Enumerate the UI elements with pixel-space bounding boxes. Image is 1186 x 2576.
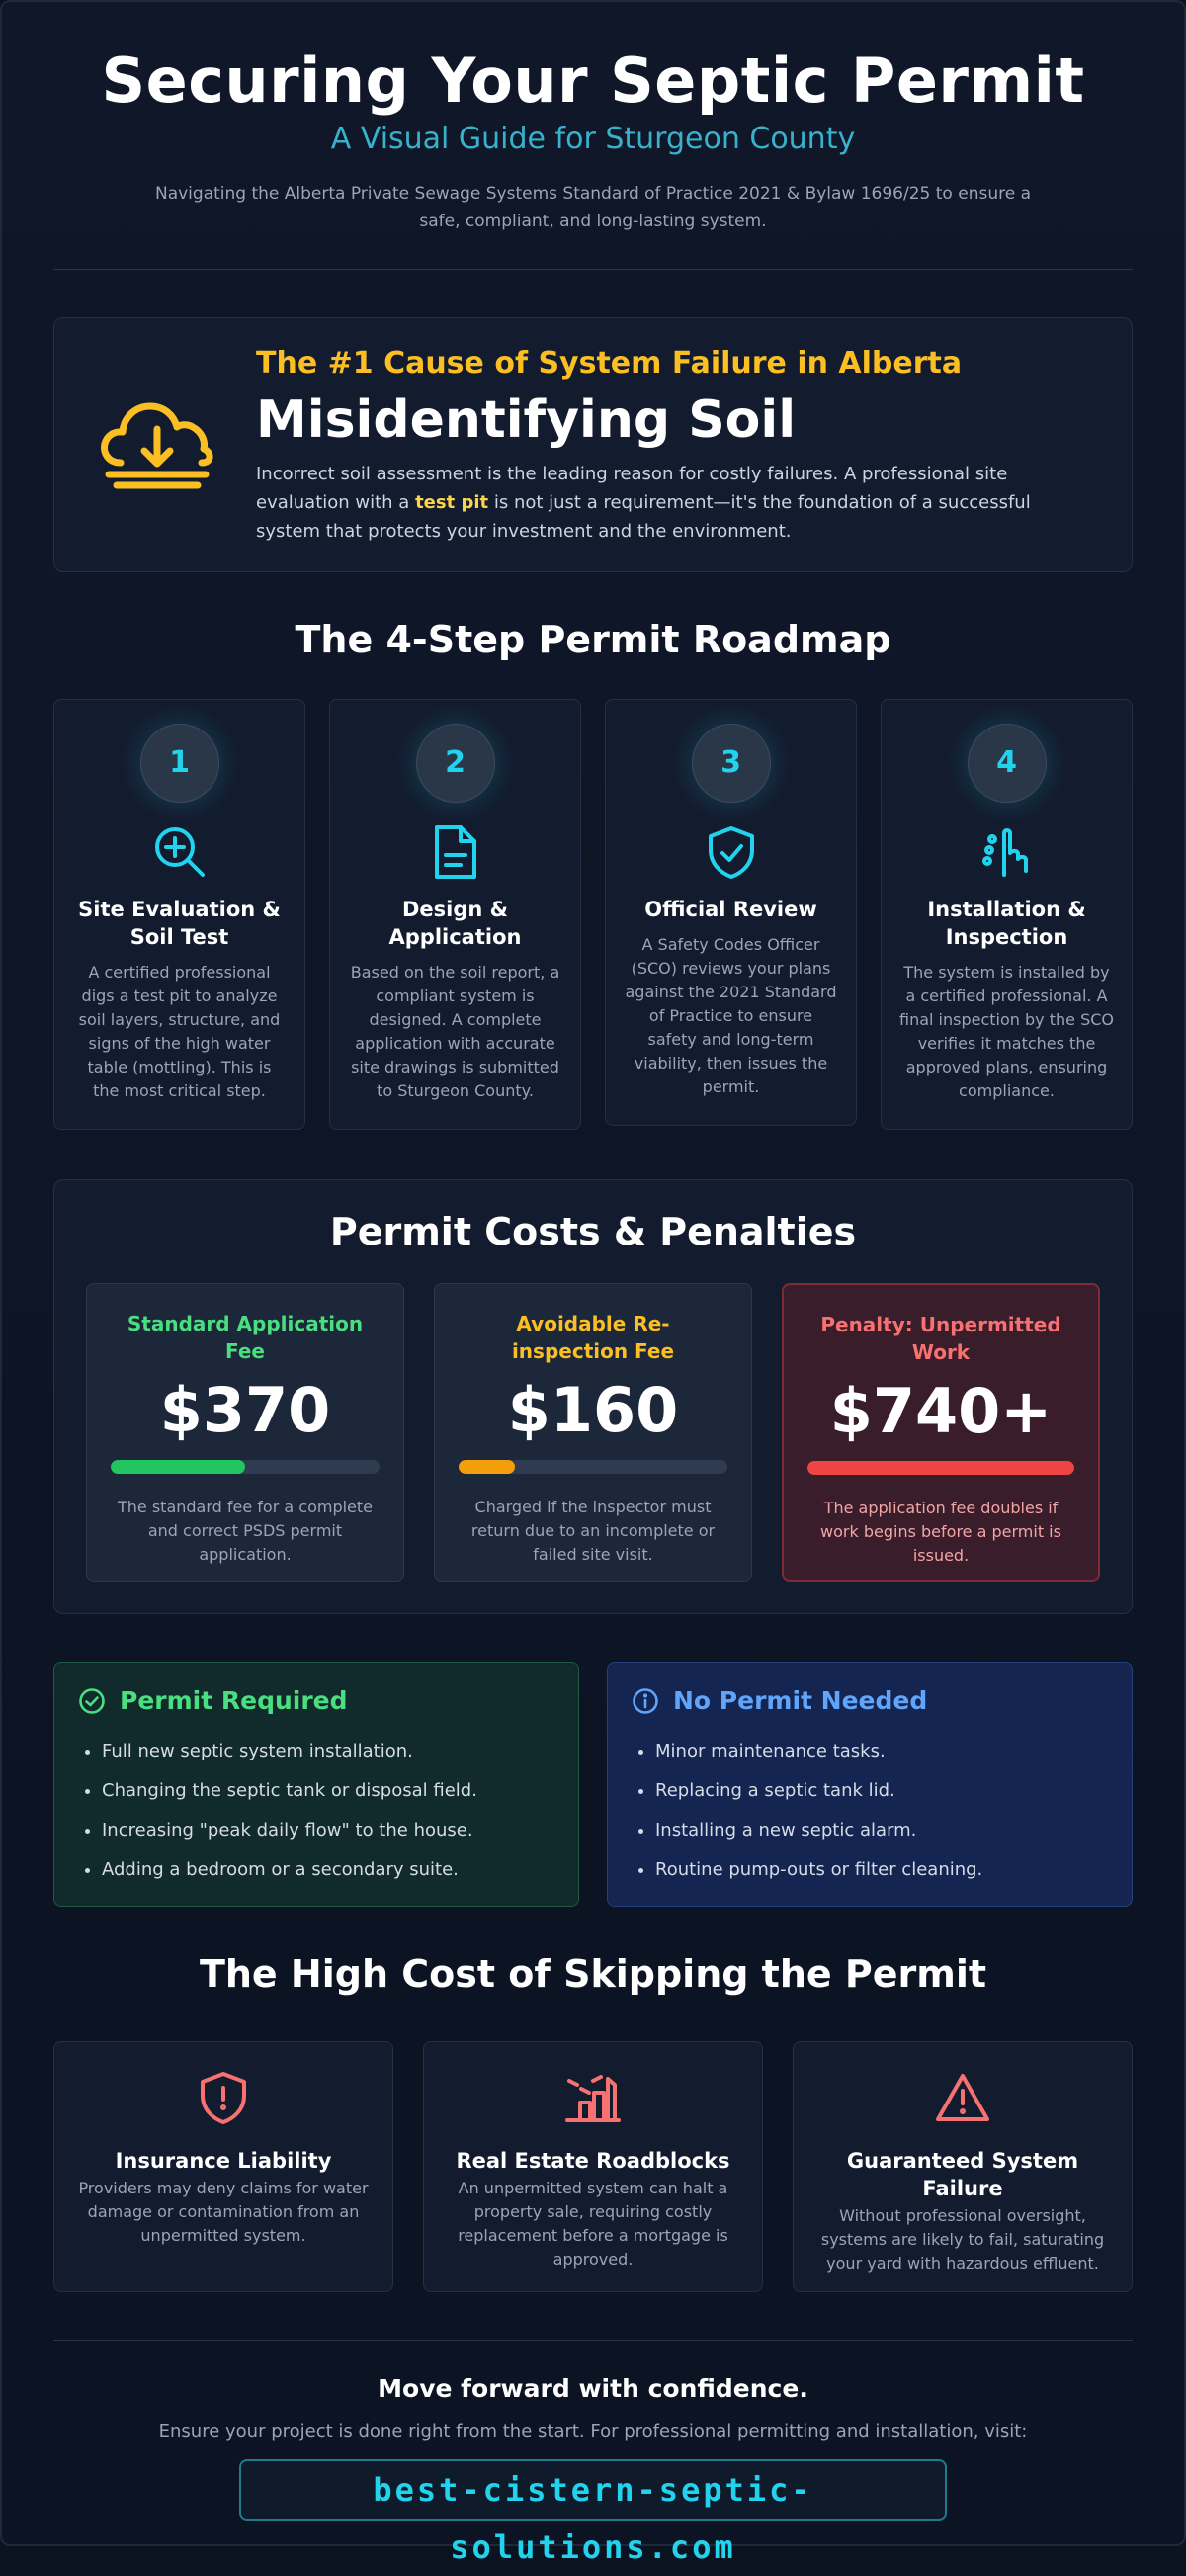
- cost-card: [86, 1283, 404, 1582]
- step-number: 3: [692, 724, 771, 803]
- info-circle-icon: [632, 1687, 659, 1715]
- cost-description: Charged if the inspector must return due to an incomplete or failed site visit.: [470, 1498, 716, 1564]
- cost-cards: [86, 1283, 1100, 1582]
- cost-card: [434, 1283, 752, 1582]
- list-item: • Replacing a septic tank lid.: [655, 1771, 1108, 1811]
- failure-description: [256, 460, 1037, 546]
- list-item: • Changing the septic tank or disposal field.: [102, 1771, 554, 1811]
- risk-description: An unpermitted system can halt a property sale, requiring costly replacement before a mortgage is approved.: [458, 2179, 728, 2269]
- risk-title: Guaranteed System Failure: [846, 2149, 1079, 2200]
- roadmap-step: [605, 699, 857, 1126]
- list-item: • Minor maintenance tasks.: [655, 1732, 1108, 1771]
- page-subtitle: A Visual Guide for Sturgeon County: [330, 122, 856, 156]
- warning-triangle-icon: [815, 2068, 1110, 2127]
- failure-kicker: The #1 Cause of System Failure in Alberta: [256, 345, 963, 381]
- risk-description: Providers may deny claims for water damage or contamination from an unpermitted system.: [78, 2179, 369, 2245]
- zoom-in-icon: [72, 822, 287, 882]
- shield-check-icon: [624, 822, 838, 882]
- step-number: 1: [140, 724, 219, 803]
- no-permit-list: [632, 1732, 1108, 1890]
- shield-alert-icon: [76, 2068, 371, 2127]
- check-circle-icon: [78, 1687, 106, 1715]
- costs-title: Permit Costs & Penalties: [329, 1210, 857, 1253]
- page-title: Securing Your Septic Permit: [101, 44, 1085, 117]
- failure-desc-before: Incorrect soil assessment is the leading reason for costly failures. A professional site evaluation with a: [256, 463, 1008, 513]
- cost-label: Avoidable Re-inspection Fee: [511, 1312, 675, 1363]
- divider: [53, 269, 1133, 270]
- permit-required-heading: [78, 1684, 554, 1718]
- footer-title: Move forward with confidence.: [378, 2374, 808, 2403]
- step-title: Site Evaluation & Soil Test: [78, 898, 281, 949]
- cost-bar-fill: [111, 1460, 245, 1474]
- step-title: Design & Application: [388, 898, 522, 949]
- step-description: A Safety Codes Officer (SCO) reviews your plans against the 2021 Standard of Practice to ensure safety and long-term viability, then issues the permit.: [625, 935, 837, 1096]
- roadmap-step: [329, 699, 581, 1130]
- cost-bar-fill: [807, 1461, 1074, 1475]
- cost-card-penalty: [782, 1283, 1100, 1582]
- step-description: Based on the soil report, a compliant system is designed. A complete application with accurate site drawings is submitted to Sturgeon County.: [350, 963, 560, 1100]
- cost-description: The standard fee for a complete and correct PSDS permit application.: [117, 1498, 373, 1564]
- no-permit-panel: [607, 1662, 1133, 1907]
- risks-title: The High Cost of Skipping the Permit: [199, 1952, 987, 1996]
- permit-required-panel: [53, 1662, 579, 1907]
- costs-section: [53, 1179, 1133, 1614]
- failure-headline: Misidentifying Soil: [256, 389, 797, 450]
- step-number: 4: [968, 724, 1047, 803]
- list-item: • Adding a bedroom or a secondary suite.: [102, 1850, 554, 1890]
- risk-card: [53, 2041, 393, 2292]
- risk-cards: [53, 2041, 1133, 2292]
- footer: [53, 2340, 1133, 2566]
- footer-description: Ensure your project is done right from the start. For professional permitting and installation, visit:: [158, 2421, 1028, 2442]
- permit-rules: [53, 1662, 1133, 1907]
- risk-title: Insurance Liability: [115, 2149, 332, 2173]
- intro-text: Navigating the Alberta Private Sewage Systems Standard of Practice 2021 & Bylaw 1696/25 to ensure a safe, compliant, and long-lasting system.: [154, 184, 1031, 231]
- roadmap-step: [53, 699, 305, 1130]
- roadmap-steps: [53, 699, 1133, 1130]
- cost-label: Penalty: Unpermitted Work: [820, 1313, 1061, 1364]
- step-description: A certified professional digs a test pit to analyze soil layers, structure, and signs of the high water table (mottling). This is the most critical step.: [78, 963, 281, 1100]
- cost-value: $160: [507, 1374, 679, 1446]
- list-item: • Routine pump-outs or filter cleaning.: [655, 1850, 1108, 1890]
- hand-tap-icon: [899, 822, 1114, 882]
- failure-desc-after: is not just a requirement—it's the foundation of a successful system that protects your investment and the environment.: [256, 491, 1031, 542]
- permit-required-title: Permit Required: [120, 1686, 348, 1715]
- chart-down-icon: [446, 2068, 740, 2127]
- list-item: • Installing a new septic alarm.: [655, 1811, 1108, 1850]
- roadmap-title: The 4-Step Permit Roadmap: [295, 618, 891, 661]
- no-permit-heading: [632, 1684, 1108, 1718]
- cost-bar: [807, 1461, 1074, 1475]
- step-title: Official Review: [644, 898, 817, 921]
- risks-section: [53, 1950, 1133, 2292]
- cost-bar-fill: [459, 1460, 515, 1474]
- roadmap-section: [53, 616, 1133, 1130]
- failure-desc-highlight: test pit: [415, 491, 489, 513]
- risk-title: Real Estate Roadblocks: [456, 2149, 730, 2173]
- cost-description: The application fee doubles if work begins before a permit is issued.: [820, 1499, 1061, 1565]
- step-title: Installation & Inspection: [927, 898, 1086, 949]
- roadmap-step: [881, 699, 1133, 1130]
- risk-card: [423, 2041, 763, 2292]
- failure-callout: [53, 317, 1133, 572]
- risk-card: [793, 2041, 1133, 2292]
- cost-bar: [111, 1460, 380, 1474]
- no-permit-title: No Permit Needed: [673, 1686, 928, 1715]
- hero: [53, 2, 1133, 270]
- list-item: • Increasing "peak daily flow" to the house.: [102, 1811, 554, 1850]
- cost-value: $740+: [829, 1375, 1053, 1447]
- permit-required-list: [78, 1732, 554, 1890]
- cost-value: $370: [159, 1374, 331, 1446]
- list-item: • Full new septic system installation.: [102, 1732, 554, 1771]
- website-link[interactable]: best-cistern-septic-solutions.com: [239, 2459, 947, 2521]
- risk-description: Without professional oversight, systems are likely to fail, saturating your yard with hazardous effluent.: [820, 2206, 1105, 2273]
- document-icon: [348, 822, 562, 882]
- cost-bar: [459, 1460, 727, 1474]
- step-description: The system is installed by a certified professional. A final inspection by the SCO verifies it matches the approved plans, ensuring compliance.: [899, 963, 1114, 1100]
- cloud-download-icon: [90, 399, 224, 490]
- cost-label: Standard Application Fee: [127, 1312, 364, 1363]
- step-number: 2: [416, 724, 495, 803]
